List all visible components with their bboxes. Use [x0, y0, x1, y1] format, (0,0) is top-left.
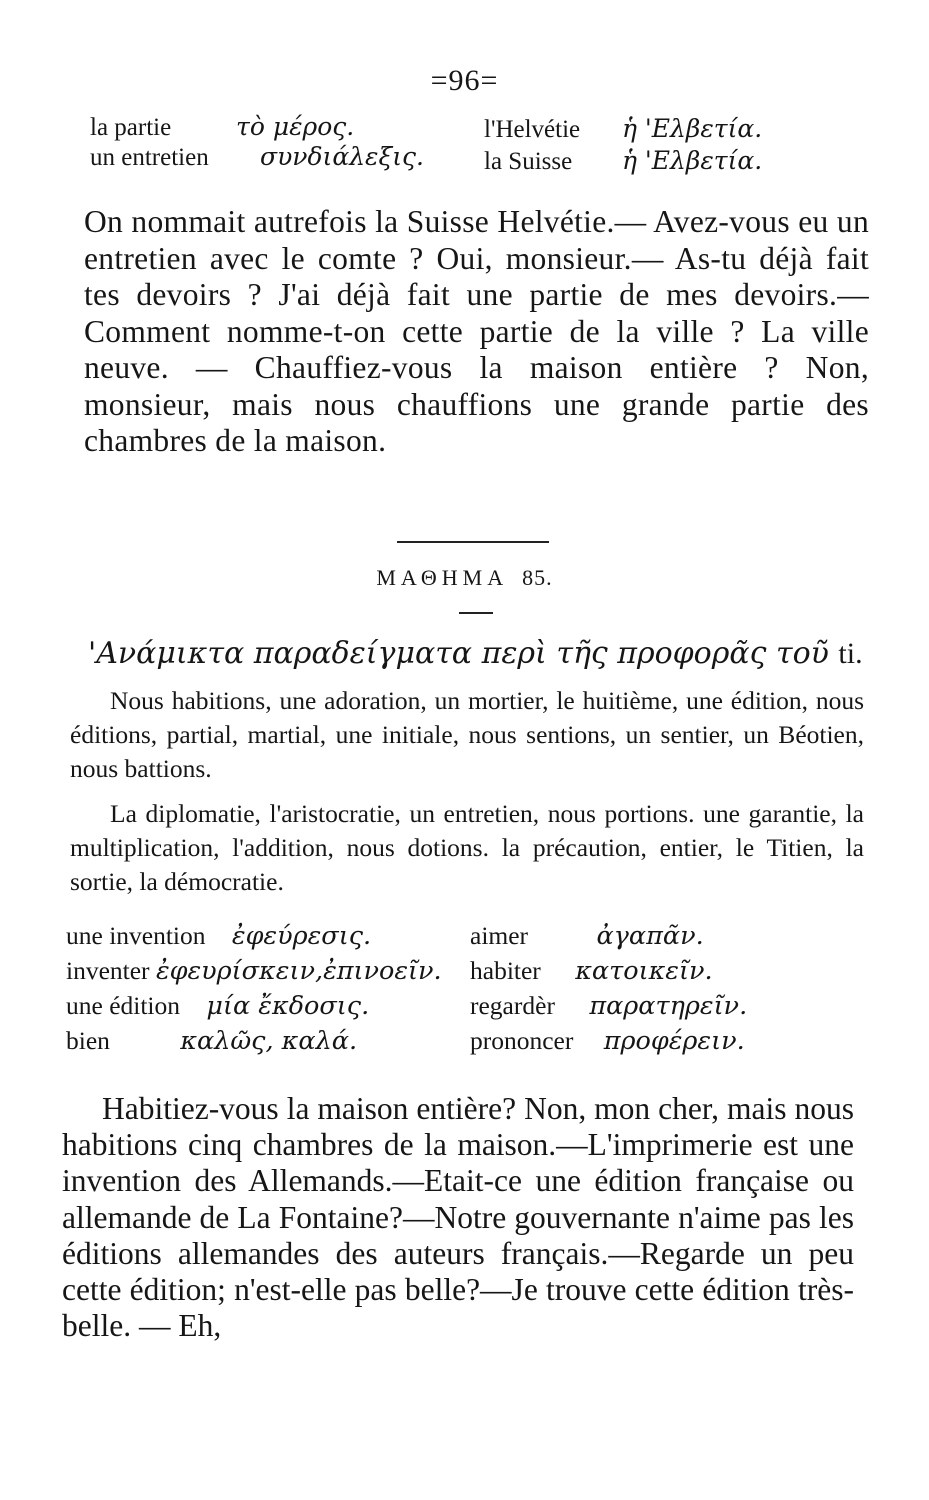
vocab-french: inventer [66, 956, 150, 985]
vocab-top-left-1 [90, 112, 354, 143]
vocab-entry [66, 988, 369, 1024]
vocab-entry [470, 1023, 745, 1059]
vocab-french: un entretien [90, 144, 209, 171]
vocab-french: bien [66, 1026, 110, 1055]
lesson-number: 85. [522, 565, 553, 590]
greek-header-suffix: ti. [838, 637, 863, 670]
vocab-row [66, 1023, 866, 1058]
paragraph-2: Habitiez-vous la maison entière? Non, mon cher, mais nous habitions cinq chambres de la maison.—L'imprimerie est une invention des Allemands.—Etait-ce une édition française ou allemande de La Fontaine?—Notre gouvernante n'aime pas les éditions allemandes des auteurs français.—Regarde un peu cette édition; n'est-elle pas belle?—Je trouve cette édition très-belle. — Eh, [62, 1091, 854, 1344]
vocab-bottom [66, 918, 866, 1058]
vocab-greek: μία ἔκδοσις. [206, 991, 370, 1021]
vocab-top-right-1 [484, 114, 762, 145]
vocab-french: regardèr [470, 991, 555, 1020]
examples-2: La diplomatie, l'aristocratie, un entretien, nous portions. une garantie, la multiplication, l'addition, nous dotions. la précaution, entier, le Titien, la sortie, la démocratie. [70, 799, 864, 896]
vocab-greek: ἐφευρίσκειν,ἐπινοεῖν. [155, 956, 442, 986]
vocab-greek: ἡ 'Ελβετία. [622, 114, 763, 143]
rule-short [459, 612, 493, 614]
examples-1: Nous habitions, une adoration, un mortier, le huitième, une édition, nous éditions, partial, martial, une initiale, nous sentions, un sentier, un Béotien, nous battions. [70, 686, 864, 783]
vocab-greek: τὸ μέρος. [236, 112, 355, 141]
vocab-entry [66, 1023, 357, 1059]
greek-header [88, 636, 868, 671]
greek-header-text: 'Ανάμικτα παραδείγματα περὶ τῆς προφορᾶς τοῦ [88, 636, 829, 671]
vocab-greek: κατοικεῖν. [575, 956, 713, 986]
vocab-french: une édition [66, 991, 181, 1020]
vocab-greek: ἡ 'Ελβετία. [622, 146, 763, 175]
vocab-entry [66, 953, 442, 989]
vocab-french: habiter [470, 956, 541, 985]
vocab-row [66, 988, 866, 1023]
vocab-greek: παρατηρεῖν. [589, 991, 748, 1021]
vocab-greek: ἀγαπᾶν. [596, 921, 704, 951]
paragraph-1: On nommait autrefois la Suisse Helvétie.— Avez-vous eu un entretien avec le comte ? Oui, monsieur.— As-tu déjà fait tes devoirs ? J'ai déjà fait une partie de mes devoirs.— Comment nomme-t-on cette partie de la ville ? La ville neuve. — Chauffiez-vous la maison entière ? Non, monsieur, mais nous chauffions une grande partie des chambres de la maison. [84, 204, 869, 458]
vocab-entry [470, 988, 747, 1024]
vocab-entry [470, 953, 713, 989]
vocab-row [66, 918, 866, 953]
vocab-greek: προφέρειν. [603, 1026, 745, 1056]
lesson-title [0, 565, 929, 591]
vocab-top-right-2 [484, 146, 762, 177]
vocab-french: l'Helvétie [484, 116, 581, 143]
lesson-title-text: ΜΑΘΗΜΑ [376, 565, 509, 590]
vocab-greek: ἐφεύρεσις. [231, 921, 372, 951]
vocab-french: la Suisse [484, 148, 573, 175]
vocab-french: la partie [90, 114, 172, 141]
vocab-french: une invention [66, 921, 206, 950]
vocab-row [66, 953, 866, 988]
vocab-entry [470, 918, 704, 954]
vocab-top-left-2 [90, 142, 424, 173]
page-number: =96= [430, 64, 499, 97]
vocab-french: prononcer [470, 1026, 574, 1055]
vocab-entry [66, 918, 371, 954]
vocab-greek: συνδιάλεξις. [260, 142, 424, 171]
vocab-greek: καλῶς, καλά. [180, 1026, 358, 1056]
vocab-french: aimer [470, 921, 529, 950]
rule-top [397, 541, 549, 543]
